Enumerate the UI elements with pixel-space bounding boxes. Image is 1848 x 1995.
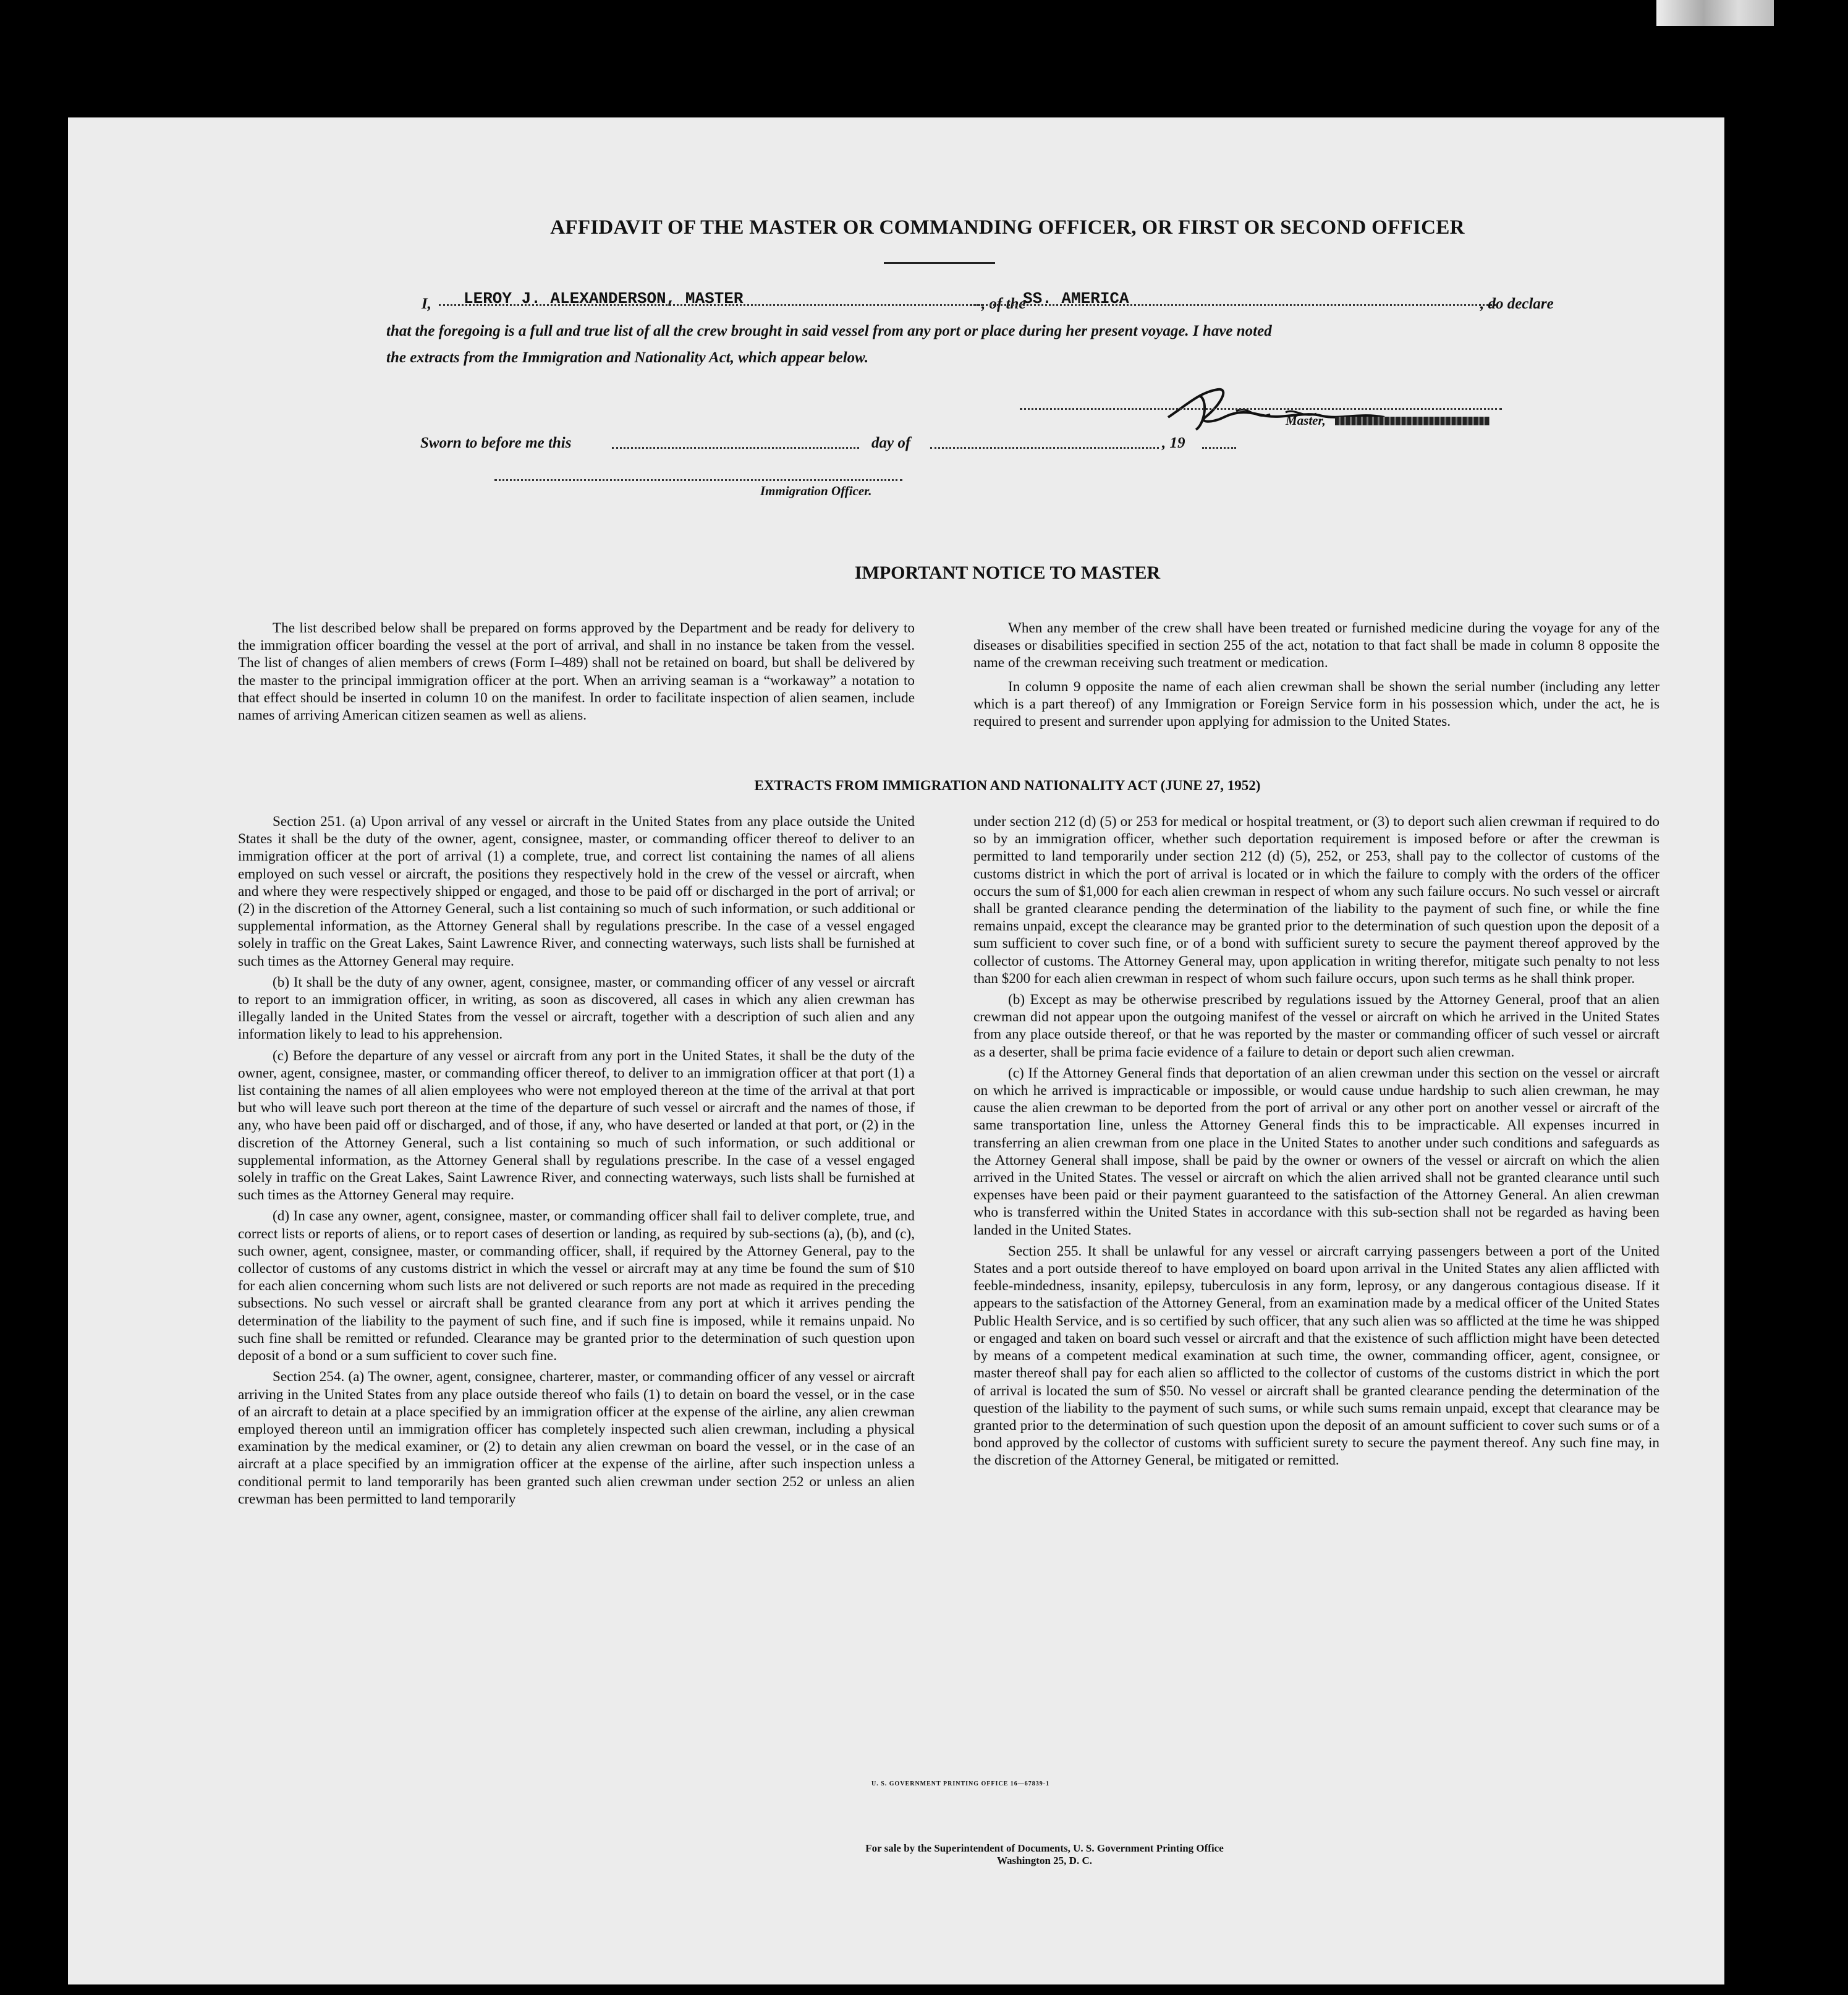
day-of-label: day of: [871, 435, 911, 451]
binder-hole: [1742, 1314, 1770, 1343]
master-label: Master,: [1286, 413, 1326, 428]
i-label: I,: [422, 296, 431, 312]
section-251-b: (b) It shall be the duty of any owner, agent, consignee, master, or commanding officer of any vessel or aircraft to report to an immigration officer, in writing, as soon as discovered, all cases in which any alien crewman has illegally landed in the United States from the vessel or aircraft, together with a description of such alien and any information likely to lead to his apprehension.: [238, 974, 915, 1043]
declarant-line: [439, 304, 983, 306]
declaration-line-2: that the foregoing is a full and true list of all the crew brought in said vessel from any port or place during her present voyage. I have noted: [386, 323, 1272, 339]
affidavit-title: AFFIDAVIT OF THE MASTER OR COMMANDING OFFICER, OR FIRST OR SECOND OFFICER: [550, 216, 1465, 239]
declaration-line-3: the extracts from the Immigration and Nationality Act, which appear below.: [386, 349, 869, 366]
sale-notice: [705, 1842, 1384, 1867]
document-page: [68, 117, 1724, 1984]
year-label: , 19: [1162, 435, 1185, 451]
section-255: Section 255. It shall be unlawful for any vessel or aircraft carrying passengers between a port of the United States and a port outside thereof to have employed on board upon arrival in the United States any alien afflicted with feeble-mindedness, insanity, epilepsy, tuberculosis in any form, leprosy, or any dangerous contagious disease. If it appears to the satisfaction of the Attorney General, from an examination made by a medical officer of the United States Public Health Service, and is so certified by such officer, that any such alien was so afflicted at the time he was shipped or engaged and taken on board such vessel or aircraft and that the existence of such affliction might have been detected by means of a competent medical examination at such time, the owner, commanding officer, agent, consignee, or master thereof shall pay for each alien so afflicted to the collector of customs of the customs district in which the port of arrival is located the sum of $50. No vessel or aircraft shall be granted clearance pending the determination of the question of the liability to the payment of such sums, or while such sums remain unpaid, except that clearance may be granted prior to the determination of such question upon the deposit of an amount sufficient to cover such sums or of a bond approved by the collector of customs with sufficient surety to secure the payment thereof. Any such fine may, in the discretion of the Attorney General, be mitigated or remitted.: [973, 1243, 1659, 1469]
extracts-left-column: [238, 813, 915, 1508]
notice-title: IMPORTANT NOTICE TO MASTER: [854, 563, 1161, 583]
sworn-day-line: [612, 447, 859, 449]
section-254-a-continued: under section 212 (d) (5) or 253 for medical or hospital treatment, or (3) to deport such alien crewman if required to do so by an immigration officer, whether such deportation requirement is imposed before or after the crewman is permitted to land temporarily under section 212 (d) (5), 252, or 253, shall pay to the collector of customs of the customs district in which the port of arrival is located or in which the failure to comply with the orders of the officer occurs the sum of $1,000 for each alien crewman in respect of whom any such failure occurs. No such vessel or aircraft shall be granted clearance pending the determination of the liability to the payment of such fine, or while the fine remains unpaid, except the clearance may be granted prior to the determination of such question upon the deposit of a sum sufficient to cover such fine, or of a bond with sufficient surety to secure the payment thereof approved by the collector of customs. The Attorney General may, upon application in writing therefor, mitigate such penalty to not less than $200 for each alien crewman in respect of whom such failure occurs, upon such terms as he shall think proper.: [973, 814, 1659, 987]
officer-signature-line: [494, 479, 902, 481]
section-251-a: Section 251. (a) Upon arrival of any vessel or aircraft in the United States from any place outside the United States it shall be the duty of the owner, agent, consignee, master, or commanding officer thereof to deliver to an immigration officer at the port of arrival (1) a complete, true, and correct list containing the names of all aliens employed on such vessel or aircraft, the positions they respectively hold in the crew of the vessel or aircraft, when and where they were respectively shipped or engaged, and those to be paid off or discharged in the port of arrival; or (2) in the discretion of the Attorney General, such a list containing so much of such information, or such additional or supplemental information, as the Attorney General shall by regulations prescribe. In the case of a vessel engaged solely in traffic on the Great Lakes, Saint Lawrence River, and connecting waterways, such lists shall be furnished at such times as the Attorney General may require.: [238, 814, 915, 969]
sworn-year-line: [1202, 447, 1236, 449]
notice-right-paragraph-1: When any member of the crew shall have been treated or furnished medicine during the voyage for any of the diseases or disabilities specified in section 255 of the act, notation to that fact shall be made in column 8 opposite the name of the crewman receiving such treatment or medication.: [973, 620, 1659, 671]
binder-hole: [1742, 661, 1770, 690]
officer-label: Immigration Officer.: [760, 483, 872, 498]
sale-line-2: Washington 25, D. C.: [997, 1855, 1092, 1866]
section-251-d: (d) In case any owner, agent, consignee, master, or commanding officer shall fail to deliver complete, true, and correct lists or reports of aliens, or to report cases of desertion or landing, as required by sub-sections (a), (b), and (c), such owner, agent, consignee, master, or commanding officer, shall, if required by the Attorney General, pay to the collector of customs of any customs district in which the vessel or aircraft may at any time be found the sum of $10 for each alien concerning whom such lists are not delivered or such reports are not made as required in the preceding subsections. No such vessel or aircraft shall be granted clearance from any port at which it arrives pending the determination of the liability to the payment of such fine, and if such fine is imposed, while it remains unpaid. No such fine shall be remitted or refunded. Clearance may be granted prior to the determination of such question upon deposit of a bond or a sum sufficient to cover such fine.: [238, 1208, 915, 1364]
vessel-line: [970, 304, 1496, 306]
notice-right-column: [973, 619, 1659, 730]
section-254-b: (b) Except as may be otherwise prescribed by regulations issued by the Attorney General, proof that an alien crewman did not appear upon the outgoing manifest of the vessel or aircraft on which he arrived in the United States from any place outside thereof, or that he was reported by the master or commanding officer of such vessel or aircraft as a deserter, shall be prima facie evidence of a failure to detain or deport such alien crewman.: [973, 992, 1659, 1060]
declarant-name-field[interactable]: LEROY J. ALEXANDERSON, MASTER: [464, 289, 744, 308]
section-254-c: (c) If the Attorney General finds that deportation of an alien crewman under this section on the vessel or aircraft on which he arrived is impracticable or impossible, or would cause undue hardship to such alien crewman, he may cause the alien crewman to be deported from the port of arrival or any other port on another vessel or aircraft of the same transportation line, unless the Attorney General finds this to be impracticable. All expenses incurred in transferring an alien crewman from one place in the United States to another under such conditions and safeguards as the Attorney General shall impose, shall be paid by the owner or owners of the vessel or aircraft on which the alien arrived in the United States. The vessel or aircraft on which the alien arrived shall not be granted clearance until such expenses have been paid or their payment guaranteed to the satisfaction of the Attorney General. An alien crewman who is transferred within the United States in accordance with this sub-section shall not be regarded as having been landed in the United States.: [973, 1065, 1659, 1238]
title-rule: [884, 262, 995, 264]
binder-hole: [1742, 361, 1770, 389]
vessel-name-field[interactable]: SS. AMERICA: [1023, 289, 1129, 308]
binder-hole: [1742, 1810, 1770, 1839]
signature-line: [1020, 408, 1502, 410]
notice-left-column: [238, 619, 915, 724]
scanner-edge: [1656, 0, 1774, 26]
binder-hole: [1742, 1712, 1770, 1741]
binder-hole: [1742, 266, 1770, 294]
section-251-c: (c) Before the departure of any vessel or aircraft from any port in the United States, it shall be the duty of the owner, agent, consignee, master, or commanding officer thereof, to deliver to an immigration officer at that port (1) a list containing the names of all alien employees who were not employed thereon at the time of the arrival at that port but who will leave such port thereon at the time of the departure of such vessel or aircraft and the names of those, if any, who have been paid off or discharged, and of those, if any, who have deserted or landed at that port, or (2) in the discretion of the Attorney General, such a list containing so much of such information, or such additional or supplemental information, as the Attorney General shall by regulations prescribe. In the case of a vessel engaged solely in traffic on the Great Lakes, Saint Lawrence River, and connecting waterways, such lists shall be furnished at such times as the Attorney General may require.: [238, 1047, 915, 1204]
binder-hole: [1742, 1412, 1770, 1440]
sworn-label: Sworn to before me this: [420, 435, 572, 451]
redaction-mark: [1335, 417, 1490, 425]
extracts-title: EXTRACTS FROM IMMIGRATION AND NATIONALITY ACT (JUNE 27, 1952): [754, 778, 1261, 793]
notice-left-paragraph: The list described below shall be prepared on forms approved by the Department and be ready for delivery to the immigration officer boarding the vessel at the port of arrival, and shall in no instance be taken from the vessel. The list of changes of alien members of crews (Form I–489) shall not be retained on board, but shall be delivered by the master to the principal immigration officer at the port. When an arriving seaman is a “workaway” a notation to that effect should be inserted in column 10 on the manifest. In order to facilitate inspection of alien seamen, include names of arriving American citizen seamen as well as aliens.: [238, 620, 915, 724]
gpo-imprint: U. S. GOVERNMENT PRINTING OFFICE 16—67839-1: [871, 1780, 1050, 1787]
section-254-a: Section 254. (a) The owner, agent, consignee, charterer, master, or commanding officer of any vessel or aircraft arriving in the United States from any place outside thereof who fails (1) to detain on board the vessel, or in the case of an aircraft to detain at a place specified by an immigration officer at the expense of the airline, any alien crewman employed thereon until an immigration officer has completely inspected such alien crewman, including a physical examination by the medical examiner, or (2) to detain any alien crewman on board the vessel, or in the case of an aircraft at a place specified by an immigration officer at the expense of the airline, after such inspection unless a conditional permit to land temporarily has been granted such alien crewman under section 252 or unless an alien crewman has been permitted to land temporarily: [238, 1369, 915, 1507]
do-declare-label: , do declare: [1480, 296, 1554, 312]
extracts-right-column: [973, 813, 1659, 1470]
of-the-label: , of the: [981, 296, 1026, 312]
binder-hole: [1742, 759, 1770, 788]
notice-right-paragraph-2: In column 9 opposite the name of each alien crewman shall be shown the serial number (including any letter which is a part thereof) of any Immigration or Foreign Service form in his possession which, under the act, he is required to present and surrender upon applying for admission to the United States.: [973, 678, 1659, 730]
sale-line-1: For sale by the Superintendent of Documents, U. S. Government Printing Office: [865, 1842, 1224, 1854]
sworn-month-line: [930, 447, 1159, 449]
